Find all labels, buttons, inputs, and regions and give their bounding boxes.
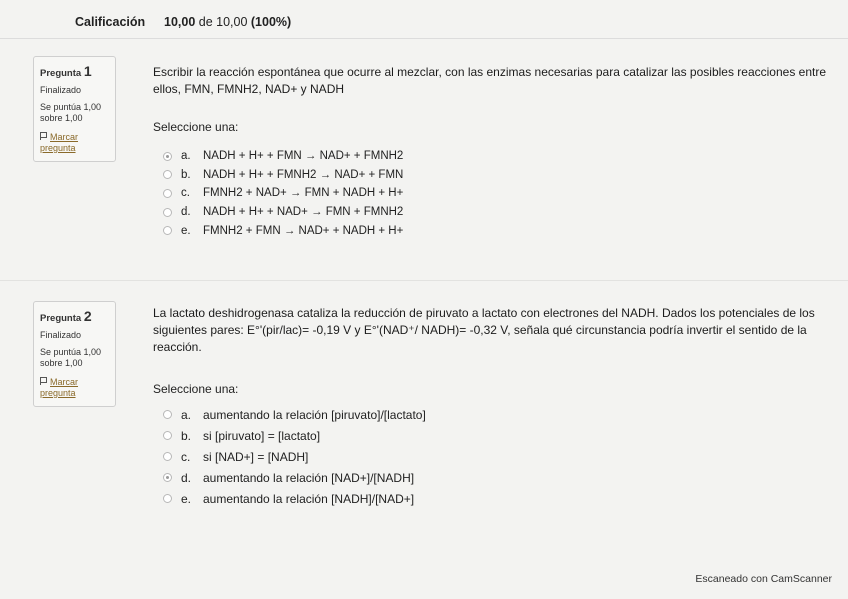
answer-option[interactable] [163, 221, 403, 240]
radio-button[interactable] [163, 494, 172, 503]
option-letter: a. [181, 150, 191, 163]
answer-option[interactable] [163, 184, 403, 203]
option-letter: c. [181, 449, 191, 464]
option-letter: b. [181, 428, 192, 443]
question-divider [0, 280, 848, 281]
option-text: FMNH2 + NAD+ → FMN + NADH + H+ [203, 187, 404, 200]
scanner-watermark: Escaneado con CamScanner [695, 573, 832, 585]
answer-option[interactable] [163, 404, 426, 425]
radio-button[interactable] [163, 208, 172, 217]
answer-option[interactable] [163, 166, 403, 185]
option-letter: e. [181, 491, 192, 506]
question-grade: Se puntúa 1,00 sobre 1,00 [40, 102, 102, 123]
option-letter: d. [181, 206, 191, 219]
answer-option[interactable] [163, 203, 403, 222]
answer-option[interactable] [163, 467, 426, 488]
answer-prompt: Seleccione una: [153, 120, 239, 134]
radio-button[interactable] [163, 170, 172, 179]
question-state: Finalizado [40, 85, 82, 95]
answer-option[interactable] [163, 446, 426, 467]
flag-icon [40, 132, 47, 140]
option-text: NADH + H+ + FMN → NAD+ + FMNH2 [203, 150, 404, 163]
answer-list [163, 147, 403, 240]
answer-prompt: Seleccione una: [153, 382, 239, 396]
option-text: aumentando la relación [NAD+]/[NADH] [203, 470, 415, 485]
question-number: Pregunta 2 [40, 308, 92, 324]
grade-value [164, 15, 291, 29]
option-letter: b. [181, 168, 191, 181]
grade-percent: (100%) [250, 15, 292, 29]
question-text: Escribir la reacción espontánea que ocurre al mezclar, con las enzimas necesarias para catalizar las posibles reacciones entre ellos, FMN, FMNH2, NAD+ y NADH [153, 65, 827, 96]
answer-list [163, 404, 426, 509]
option-text: si [piruvato] = [lactato] [203, 428, 321, 443]
option-text: FMNH2 + FMN → NAD+ + NADH + H+ [203, 224, 404, 237]
grade-label: Calificación [75, 15, 146, 29]
question-grade: Se puntúa 1,00 sobre 1,00 [40, 347, 102, 368]
question-number: Pregunta 1 [40, 63, 92, 79]
answer-option[interactable] [163, 488, 426, 509]
radio-button[interactable] [163, 189, 172, 198]
answer-option[interactable] [163, 147, 403, 166]
question-info-2 [33, 301, 116, 407]
option-text: NADH + H+ + NAD+ → FMN + FMNH2 [203, 206, 404, 219]
radio-button[interactable] [163, 226, 172, 235]
radio-button[interactable] [163, 452, 172, 461]
option-text: si [NAD+] = [NADH] [203, 449, 309, 464]
flag-question-link[interactable]: Marcar pregunta [40, 377, 79, 398]
option-letter: e. [181, 224, 191, 237]
flag-icon [40, 377, 47, 385]
option-text: aumentando la relación [NADH]/[NAD+] [203, 491, 415, 506]
radio-button[interactable] [163, 410, 172, 419]
grade-total: de 10,00 [195, 15, 251, 29]
flag-question-link[interactable]: Marcar pregunta [40, 132, 79, 153]
answer-option[interactable] [163, 425, 426, 446]
option-text: aumentando la relación [piruvato]/[lactato] [203, 407, 426, 422]
grade-score: 10,00 [164, 15, 196, 29]
question-state: Finalizado [40, 330, 82, 340]
option-text: NADH + H+ + FMNH2 → NAD+ + FMN [203, 168, 404, 181]
radio-button[interactable] [163, 152, 172, 161]
option-letter: d. [181, 470, 192, 485]
grade-summary [0, 0, 848, 39]
radio-button[interactable] [163, 431, 172, 440]
question-text: La lactato deshidrogenasa cataliza la reducción de piruvato a lactato con electrones del NADH. Dados los potenciales de los siguientes pares: E°'(pir/lac)= -0,19 V y E°'(NAD⁺/ NADH)= -0,32 V, señala qué circunstancia podría invertir el sentido de la reacción. [153, 306, 815, 354]
radio-button[interactable] [163, 473, 172, 482]
question-info-1 [33, 56, 116, 162]
option-letter: c. [181, 187, 190, 200]
option-letter: a. [181, 407, 192, 422]
